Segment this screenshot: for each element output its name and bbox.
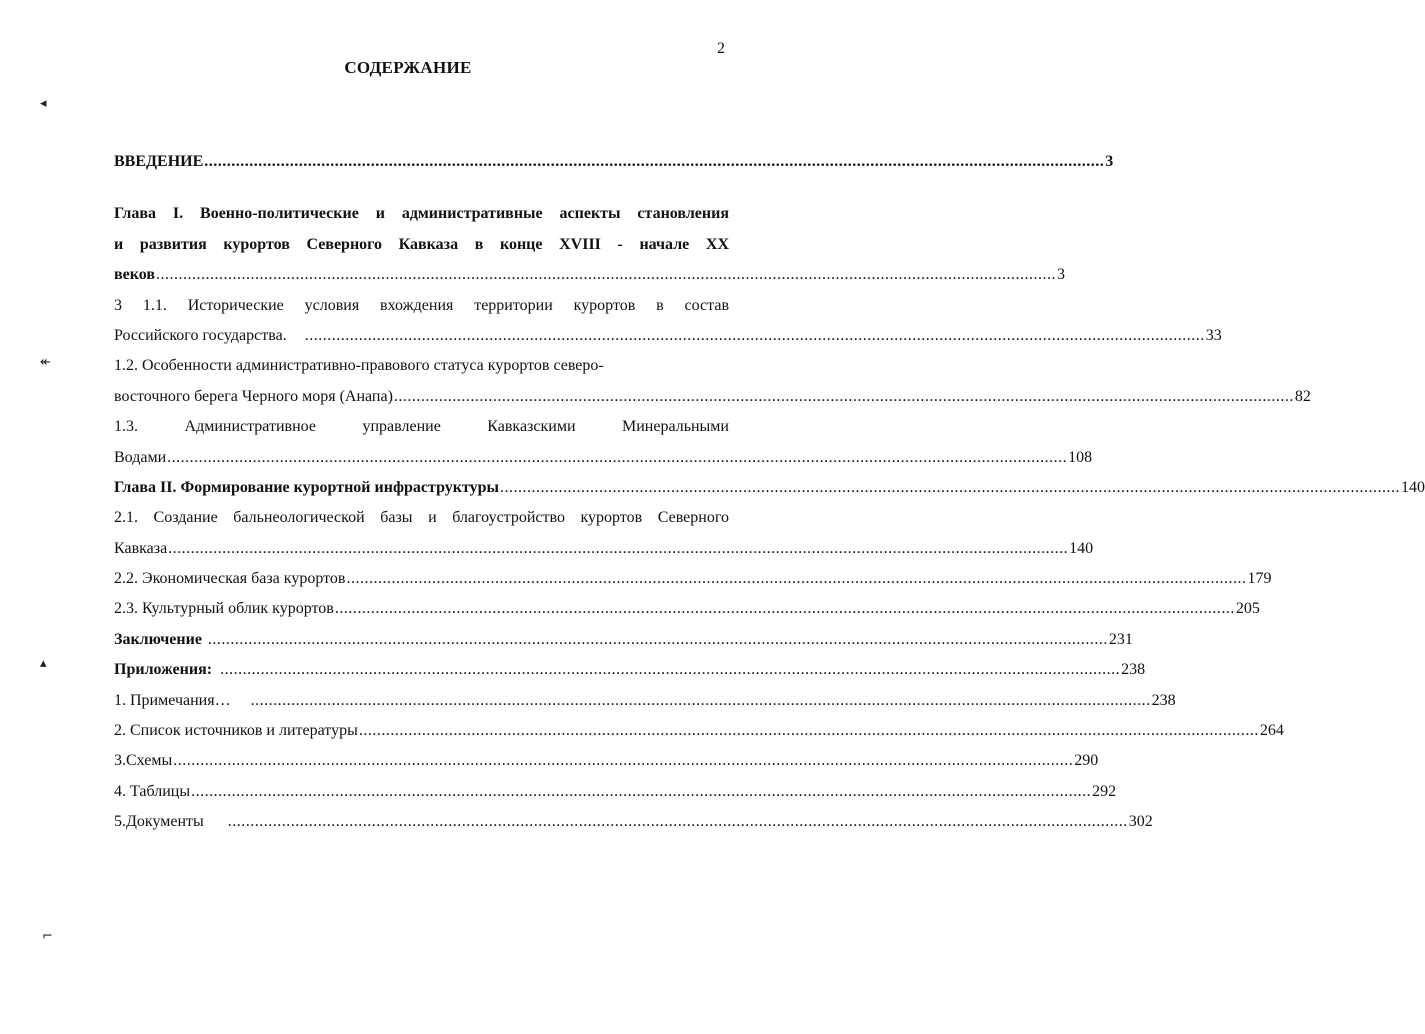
toc-entry-page: 3: [1105, 153, 1114, 170]
scan-mark: ▴: [40, 656, 47, 671]
toc-entry-chapter-1: [114, 199, 1065, 290]
toc-entry-title-line: 3 1.1. Исторические условия вхождения территории курортов в состав: [114, 296, 729, 314]
toc-entry-page: 82: [1294, 387, 1311, 405]
toc-entry-appendix-2: [114, 716, 1284, 746]
dot-leader: ........................................................................................................................................................................................................: [358, 722, 1259, 740]
toc-entry-page: 179: [1247, 570, 1272, 588]
toc-entry-title-line: 1.2. Особенности административно-правового статуса курортов северо-: [114, 357, 604, 375]
toc-entry-section-1-2: [114, 351, 1311, 412]
toc-entry-appendix-1: [114, 686, 1176, 716]
toc-entry-appendix-4: [114, 777, 1117, 807]
toc-entry-title: ВВЕДЕНИЕ: [114, 153, 204, 170]
toc-entry-title: Приложения:: [114, 661, 213, 679]
toc-entry-title: Заключение: [114, 630, 202, 648]
toc-entry-page: 108: [1068, 448, 1093, 466]
toc-entry-section-1-3: [114, 412, 1093, 473]
scan-mark: ↞: [40, 355, 51, 370]
dot-leader: ........................................................................................................................................................................................................: [207, 630, 1108, 648]
toc-entry-title-line: веков: [114, 266, 155, 284]
toc-entry-appendices: [114, 655, 1146, 685]
toc-entry-page: 205: [1235, 600, 1260, 618]
toc-entry-page: 290: [1074, 752, 1099, 770]
toc-entry-title-line: Водами: [114, 448, 167, 466]
toc-entry-title-line: восточного берега Черного моря (Анапа): [114, 387, 393, 405]
toc-entry-intro: [114, 147, 1114, 177]
toc-entry-title: Глава II. Формирование курортной инфраструктуры: [114, 478, 500, 496]
toc-entry-page: 140: [1401, 478, 1425, 496]
toc-entry-chapter-2: [114, 473, 1425, 503]
table-of-contents: [114, 147, 1425, 838]
toc-entry-title-line: 1.3. Административное управление Кавказскими Минеральными: [114, 418, 729, 436]
toc-entry-page: 292: [1092, 782, 1117, 800]
toc-entry-section-2-1: [114, 503, 1094, 564]
toc-entry-page: 33: [1205, 326, 1222, 344]
dot-leader: ........................................................................................................................................................................................................: [168, 539, 1069, 557]
dot-leader: ........................................................................................................................................................................................................: [167, 448, 1068, 466]
toc-entry-page: 231: [1108, 630, 1133, 648]
dot-leader: ........................................................................................................................................................................................................: [220, 661, 1121, 679]
dot-leader: ........................................................................................................................................................................................................: [227, 813, 1128, 831]
scan-mark: ◂: [40, 96, 47, 111]
toc-entry-page: 264: [1259, 722, 1284, 740]
dot-leader: ........................................................................................................................................................................................................: [304, 326, 1205, 344]
toc-entry-page: 238: [1121, 661, 1146, 679]
toc-entry-title-line: Глава I. Военно-политические и административные аспекты становления: [114, 205, 729, 223]
toc-title: СОДЕРЖАНИЕ: [344, 58, 472, 77]
toc-entry-appendix-5: [114, 807, 1153, 837]
toc-entry-title: 2. Список источников и литературы: [114, 722, 358, 740]
toc-entry-section-2-2: [114, 564, 1272, 594]
dot-leader: ........................................................................................................................................................................................................: [204, 153, 1105, 170]
toc-entry-page: 302: [1128, 813, 1153, 831]
toc-entry-title: 1. Примечания…: [114, 691, 231, 709]
toc-entry-title: 2.2. Экономическая база курортов: [114, 570, 346, 588]
page-number: 2: [717, 40, 725, 57]
dot-leader: ........................................................................................................................................................................................................: [191, 782, 1092, 800]
dot-leader: ........................................................................................................................................................................................................: [334, 600, 1235, 618]
toc-entry-page: 140: [1069, 539, 1094, 557]
dot-leader: ........................................................................................................................................................................................................: [250, 691, 1151, 709]
dot-leader: ........................................................................................................................................................................................................: [156, 266, 1056, 284]
toc-entry-title-line: Кавказа: [114, 539, 168, 557]
toc-entry-page: 3: [1057, 266, 1065, 284]
dot-leader: ........................................................................................................................................................................................................: [173, 752, 1074, 770]
toc-entry-title-line: и развития курортов Северного Кавказа в конце XVIII - начале XX: [114, 235, 729, 253]
toc-entry-conclusion: [114, 625, 1133, 655]
toc-entry-title: 5.Документы: [114, 813, 204, 831]
toc-entry-title-line: 2.1. Создание бальнеологической базы и благоустройство курортов Северного: [114, 509, 729, 527]
toc-entry-section-1-1: [114, 291, 1222, 352]
toc-entry-title-line: Российского государства.: [114, 326, 287, 344]
toc-entry-page: 238: [1151, 691, 1176, 709]
dot-leader: ........................................................................................................................................................................................................: [500, 478, 1401, 496]
scan-mark: ⌐: [42, 929, 53, 944]
toc-entry-title: 2.3. Культурный облик курортов: [114, 600, 334, 618]
dot-leader: ........................................................................................................................................................................................................: [393, 387, 1294, 405]
toc-entry-section-2-3: [114, 594, 1260, 624]
toc-entry-appendix-3: [114, 746, 1099, 776]
dot-leader: ........................................................................................................................................................................................................: [346, 570, 1247, 588]
toc-entry-title: 3.Схемы: [114, 752, 173, 770]
toc-entry-title: 4. Таблицы: [114, 782, 191, 800]
